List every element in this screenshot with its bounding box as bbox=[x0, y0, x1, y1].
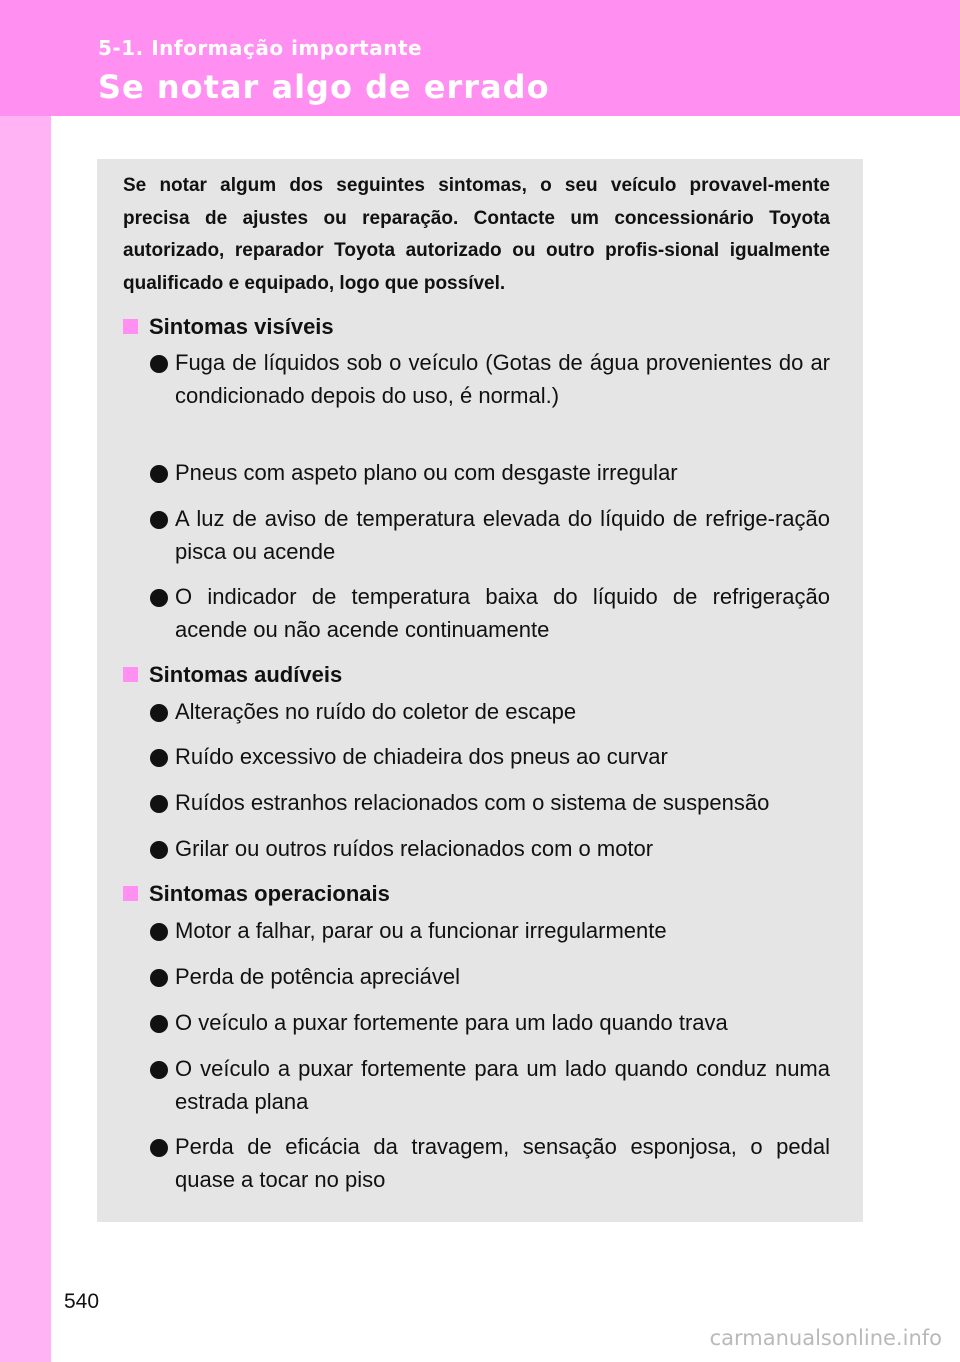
list-item-text: Pneus com aspeto plano ou com desgaste irregular bbox=[175, 460, 678, 485]
list-item-text: Grilar ou outros ruídos relacionados com o motor bbox=[175, 836, 654, 861]
section-heading-operacionais bbox=[123, 879, 390, 909]
bullet-icon bbox=[150, 704, 168, 722]
list-item bbox=[150, 787, 830, 820]
list-item bbox=[150, 961, 830, 994]
list-item-text: Ruído excessivo de chiadeira dos pneus ao curvar bbox=[175, 744, 668, 769]
list-item bbox=[150, 1053, 830, 1118]
list-item-text: O indicador de temperatura baixa do líquido de refrigeração acende ou não acende continuamente bbox=[175, 584, 830, 642]
bullet-icon bbox=[150, 841, 168, 859]
list-item bbox=[150, 833, 830, 866]
bullet-icon bbox=[150, 749, 168, 767]
list-item-text: O veículo a puxar fortemente para um lado quando conduz numa estrada plana bbox=[175, 1056, 830, 1114]
list-item-text: Ruídos estranhos relacionados com o sistema de suspensão bbox=[175, 790, 770, 815]
bullet-icon bbox=[150, 1139, 168, 1157]
square-bullet-icon bbox=[123, 319, 138, 334]
bullet-icon bbox=[150, 923, 168, 941]
list-item-text: Perda de eficácia da travagem, sensação esponjosa, o pedal quase a tocar no piso bbox=[175, 1134, 830, 1192]
bullet-icon bbox=[150, 969, 168, 987]
list-item bbox=[150, 457, 830, 490]
bullet-icon bbox=[150, 795, 168, 813]
bullet-icon bbox=[150, 511, 168, 529]
section-heading-label: Sintomas operacionais bbox=[149, 881, 390, 906]
page-header bbox=[0, 0, 960, 116]
intro-paragraph: Se notar algum dos seguintes sintomas, o seu veículo provavel-mente precisa de ajustes ou reparação. Contacte um concessionário Toyota autorizado, reparador Toyota autorizado ou outro profis-sional igualmente qualificado e equipado, logo que possível. bbox=[123, 175, 830, 294]
section-heading-label: Sintomas visíveis bbox=[149, 314, 334, 339]
square-bullet-icon bbox=[123, 667, 138, 682]
section-heading-visiveis bbox=[123, 312, 334, 342]
list-item-text: Perda de potência apreciável bbox=[175, 964, 460, 989]
list-item-text: O veículo a puxar fortemente para um lado quando trava bbox=[175, 1010, 728, 1035]
list-item bbox=[150, 503, 830, 568]
bullet-icon bbox=[150, 355, 168, 373]
page-title: Se notar algo de errado bbox=[98, 68, 550, 106]
list-item-text: Fuga de líquidos sob o veículo (Gotas de água provenientes do ar condicionado depois do uso, é normal.) bbox=[175, 350, 830, 408]
list-item bbox=[150, 915, 830, 948]
bullet-icon bbox=[150, 1015, 168, 1033]
list-item bbox=[150, 1131, 830, 1196]
page-number: 540 bbox=[64, 1290, 100, 1313]
section-label: 5-1. Informação importante bbox=[98, 36, 423, 60]
list-item bbox=[150, 741, 830, 774]
bullet-icon bbox=[150, 589, 168, 607]
list-item-text: A luz de aviso de temperatura elevada do líquido de refrige-ração pisca ou acende bbox=[175, 506, 830, 564]
list-item-text: Alterações no ruído do coletor de escape bbox=[175, 699, 577, 724]
square-bullet-icon bbox=[123, 886, 138, 901]
section-heading-audiveis bbox=[123, 660, 342, 690]
list-item-text: Motor a falhar, parar ou a funcionar irregularmente bbox=[175, 918, 667, 943]
list-item bbox=[150, 581, 830, 646]
watermark: carmanualsonline.info bbox=[709, 1326, 942, 1350]
list-item bbox=[150, 696, 830, 729]
side-strip bbox=[0, 116, 51, 1362]
list-item bbox=[150, 1007, 830, 1040]
bullet-icon bbox=[150, 1061, 168, 1079]
bullet-icon bbox=[150, 465, 168, 483]
list-item bbox=[150, 347, 830, 412]
section-heading-label: Sintomas audíveis bbox=[149, 662, 343, 687]
